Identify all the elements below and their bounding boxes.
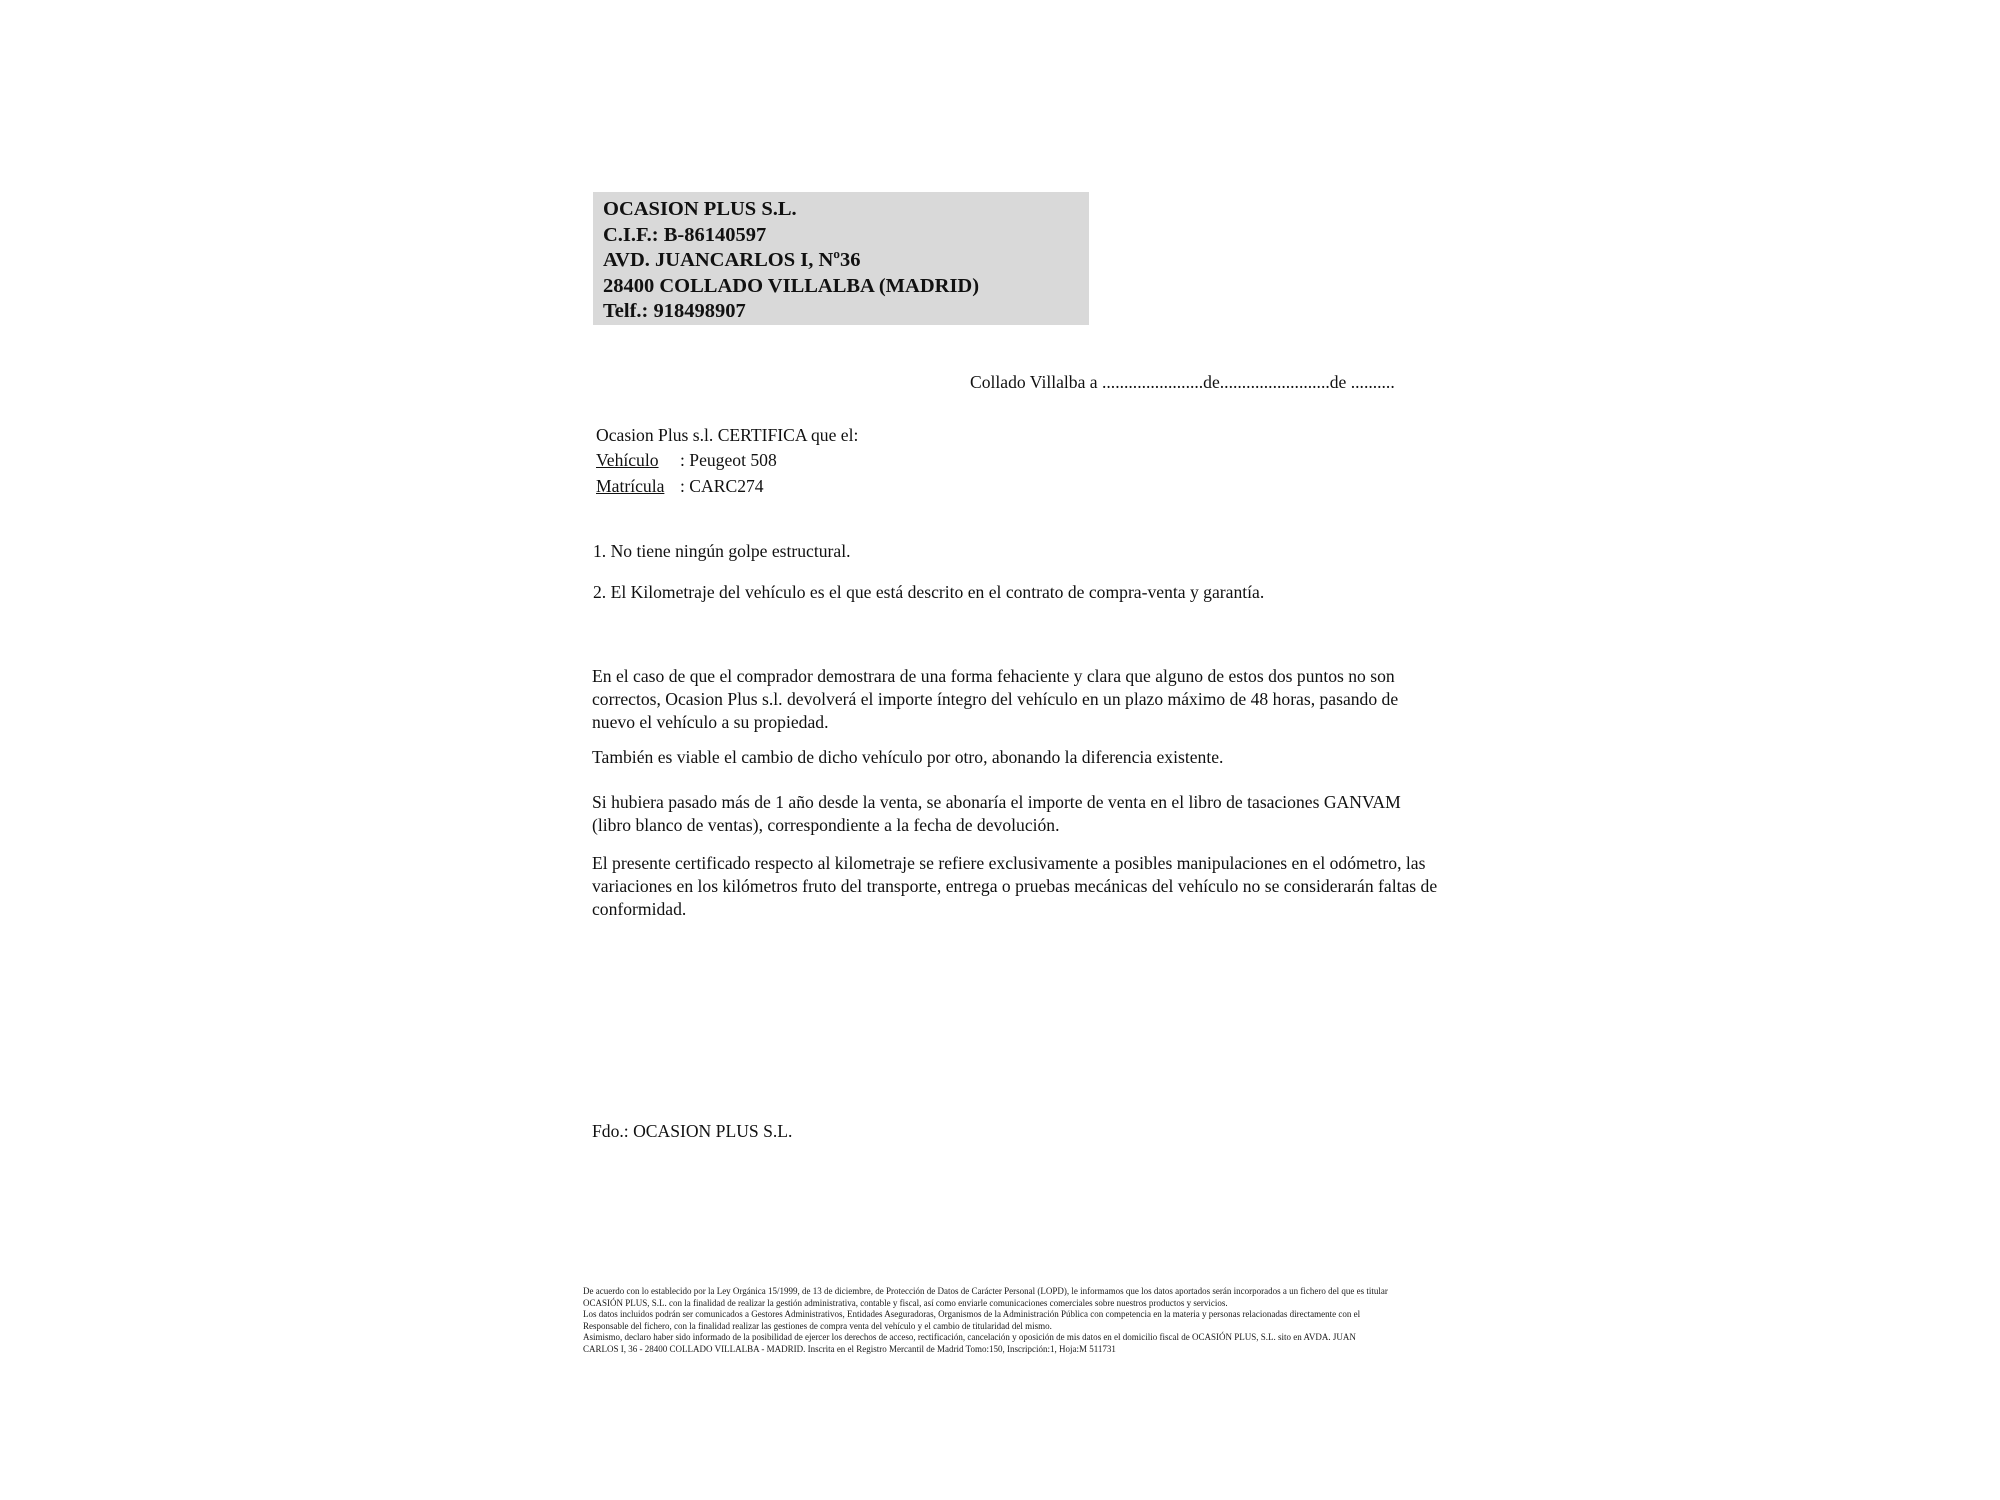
vehicle-field-label: Vehículo (596, 450, 659, 471)
certification-block (596, 423, 858, 499)
vehicle-field-value: : Peugeot 508 (680, 450, 777, 471)
legal-line-2: OCASIÓN PLUS, S.L. con la finalidad de realizar la gestión administrativa, contable y fiscal, así como enviarle comunicaciones comerciales sobre nuestros productos y servicios. (583, 1297, 1228, 1308)
paragraph-exchange-option: También es viable el cambio de dicho vehículo por otro, abonando la diferencia existente. (592, 747, 1224, 767)
certification-intro: Ocasion Plus s.l. CERTIFICA que el: (596, 425, 859, 445)
legal-line-3: Los datos incluidos podrán ser comunicados a Gestores Administrativos, Entidades Aseguradoras, Organismos de la Administración Pública con competencia en la materia y personas relacionadas directamente con el (583, 1309, 1361, 1320)
paragraph-ganvam-valuation: Si hubiera pasado más de 1 año desde la venta, se abonaría el importe de venta en el libro de tasaciones GANVAM (libro blanco de ventas), correspondiente a la fecha de devolución. (592, 792, 1401, 836)
company-header-box (593, 192, 1089, 325)
paragraph-odometer-disclaimer: El presente certificado respecto al kilometraje se refiere exclusivamente a posibles manipulaciones en el odómetro, las variaciones en los kilómetros fruto del transporte, entrega o pruebas mecánicas del vehículo no se considerarán faltas de conformidad. (592, 853, 1438, 920)
company-phone: Telf.: 918498907 (603, 300, 746, 323)
plate-field-row (596, 474, 858, 499)
legal-line-4: Responsable del fichero, con la finalidad realizar las gestiones de compra venta del vehículo y el cambio de titularidad del mismo. (583, 1320, 1052, 1331)
company-address-city: 28400 COLLADO VILLALBA (MADRID) (603, 274, 980, 297)
legal-line-5: Asimismo, declaro haber sido informado de la posibilidad de ejercer los derechos de acceso, rectificación, cancelación y oposición de mis datos en el domicilio fiscal de OCASIÓN PLUS, S.L. sito en AVDA. JUAN (583, 1332, 1356, 1343)
legal-fine-print (583, 1286, 1443, 1356)
plate-field-label: Matrícula (596, 475, 665, 496)
legal-line-6: CARLOS I, 36 - 28400 COLLADO VILLALBA - MADRID. Inscrita en el Registro Mercantil de Madrid Tomo:150, Inscripción:1, Hoja:M 511731 (583, 1343, 1116, 1354)
company-name: OCASION PLUS S.L. (603, 198, 797, 220)
date-line: Collado Villalba a .......................de.........................de .......... (970, 372, 1395, 392)
signature-line: Fdo.: OCASION PLUS S.L. (592, 1121, 793, 1141)
company-address-street: AVD. JUANCARLOS I, Nº36 (603, 249, 861, 272)
certified-item-2: 2. El Kilometraje del vehículo es el que está descrito en el contrato de compra-venta y garantía. (593, 582, 1265, 602)
certified-item-1: 1. No tiene ningún golpe estructural. (593, 541, 851, 561)
plate-field-value: : CARC274 (680, 475, 764, 496)
vehicle-field-row (596, 448, 858, 473)
paragraph-refund-terms: En el caso de que el comprador demostrara de una forma fehaciente y clara que alguno de estos dos puntos no son correctos, Ocasion Plus s.l. devolverá el importe íntegro del vehículo en un plazo máximo de 48 horas, pasando de nuevo el vehículo a su propiedad. (592, 666, 1399, 733)
company-cif: C.I.F.: B-86140597 (603, 223, 767, 246)
legal-line-1: De acuerdo con lo establecido por la Ley Orgánica 15/1999, de 13 de diciembre, de Protección de Datos de Carácter Personal (LOPD), le informamos que los datos aportados serán incorporados a un fichero del que es titular (583, 1286, 1388, 1296)
